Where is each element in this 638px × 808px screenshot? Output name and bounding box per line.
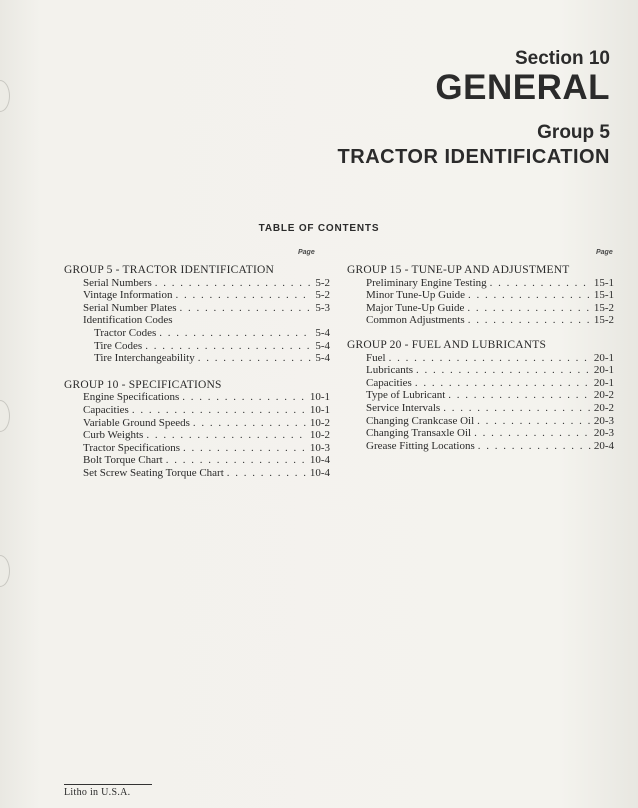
- dot-leader: [415, 377, 591, 390]
- toc-entry-label: Common Adjustments: [366, 314, 465, 327]
- dot-leader: [179, 302, 312, 315]
- toc-entry-page: 5-3: [315, 301, 330, 314]
- toc-entry-label: Capacities: [83, 403, 129, 416]
- toc-entry-label: Vintage Information: [83, 289, 173, 302]
- toc-entry-page: 20-3: [593, 414, 614, 427]
- dot-leader: [416, 364, 591, 377]
- toc-entry-page: 10-2: [309, 429, 330, 442]
- toc-entry-page: 5-2: [315, 289, 330, 302]
- toc-entry-page: 15-2: [593, 314, 614, 327]
- toc-entry[interactable]: [64, 289, 330, 302]
- toc-entry-label: Tire Interchangeability: [94, 352, 195, 365]
- toc-entry[interactable]: [64, 340, 330, 353]
- toc-entry-page: 10-1: [309, 391, 330, 404]
- toc-entry-label: Grease Fitting Locations: [366, 439, 475, 452]
- dot-leader: [193, 417, 307, 430]
- toc-group-title: GROUP 15 - TUNE-UP AND ADJUSTMENT: [347, 264, 570, 276]
- dot-leader: [478, 440, 591, 453]
- section-label: Section 10: [514, 48, 610, 69]
- toc-entry[interactable]: [64, 442, 330, 455]
- dot-leader: [227, 467, 307, 480]
- dot-leader: [490, 277, 591, 290]
- toc-entry[interactable]: [347, 352, 614, 365]
- toc-entry-label: Tractor Codes: [94, 326, 157, 339]
- dot-leader: [448, 389, 591, 402]
- dot-leader: [183, 442, 307, 455]
- dot-leader: [468, 314, 591, 327]
- toc-entry-label: Engine Specifications: [83, 391, 180, 404]
- toc-entry-page: 10-4: [309, 454, 330, 467]
- toc-entry-label: Bolt Torque Chart: [83, 454, 163, 467]
- toc-entry[interactable]: [347, 377, 614, 390]
- toc-entry-page: 20-1: [593, 376, 614, 389]
- toc-left-column: [64, 264, 330, 480]
- toc-entry-label: Minor Tune-Up Guide: [366, 289, 466, 302]
- toc-subheading: Identification Codes: [83, 314, 173, 327]
- toc-entry-page: 20-4: [593, 439, 614, 452]
- toc-entry-label: Serial Number Plates: [83, 301, 177, 314]
- toc-entry-label: Serial Numbers: [83, 276, 152, 289]
- toc-entry-label: Type of Lubricant: [366, 389, 446, 402]
- toc-entry[interactable]: [347, 415, 614, 428]
- dot-leader: [166, 454, 307, 467]
- toc-right-column: [347, 264, 614, 452]
- dot-leader: [132, 404, 307, 417]
- toc-entry[interactable]: [347, 277, 614, 290]
- toc-entry-page: 20-1: [593, 364, 614, 377]
- group-label: Group 5: [537, 122, 610, 143]
- toc-entry[interactable]: [347, 440, 614, 453]
- toc-group-title: GROUP 5 - TRACTOR IDENTIFICATION: [64, 264, 274, 276]
- toc-entry-label: Capacities: [366, 376, 412, 389]
- dot-leader: [389, 352, 591, 365]
- dot-leader: [155, 277, 313, 290]
- toc-entry[interactable]: [64, 467, 330, 480]
- toc-entry-label: Changing Crankcase Oil: [366, 414, 475, 427]
- dot-leader: [443, 402, 591, 415]
- toc-entry-page: 10-1: [309, 403, 330, 416]
- toc-heading: TABLE OF CONTENTS: [258, 223, 380, 234]
- dot-leader: [159, 327, 312, 340]
- dot-leader: [474, 427, 591, 440]
- toc-entry[interactable]: [347, 289, 614, 302]
- dot-leader: [198, 352, 313, 365]
- toc-entry-label: Tire Codes: [94, 339, 143, 352]
- page-column-label: Page: [298, 249, 315, 256]
- toc-entry[interactable]: [347, 314, 614, 327]
- footer-rule: [64, 784, 152, 785]
- toc-entry-page: 5-4: [315, 352, 330, 365]
- section-title: GENERAL: [435, 68, 610, 107]
- toc-entry[interactable]: [64, 417, 330, 430]
- toc-entry[interactable]: [64, 429, 330, 442]
- toc-entry-label: Major Tune-Up Guide: [366, 301, 465, 314]
- toc-entry-label: Set Screw Seating Torque Chart: [83, 466, 224, 479]
- toc-entry-page: 15-1: [593, 289, 614, 302]
- dot-leader: [146, 429, 307, 442]
- group-title: TRACTOR IDENTIFICATION: [337, 146, 610, 168]
- toc-entry-page: 20-3: [593, 427, 614, 440]
- toc-entry-page: 20-1: [593, 351, 614, 364]
- toc-entry-label: Preliminary Engine Testing: [366, 276, 487, 289]
- toc-entry[interactable]: [64, 404, 330, 417]
- toc-entry-page: 15-1: [593, 276, 614, 289]
- toc-entry-label: Service Intervals: [366, 401, 441, 414]
- toc-entry[interactable]: [347, 364, 614, 377]
- toc-entry[interactable]: [347, 402, 614, 415]
- toc-entry-page: 5-2: [315, 276, 330, 289]
- toc-entry-label: Fuel: [366, 351, 386, 364]
- toc-entry[interactable]: [347, 389, 614, 402]
- toc-group-title: GROUP 20 - FUEL AND LUBRICANTS: [347, 338, 547, 351]
- toc-entry[interactable]: [347, 302, 614, 315]
- toc-entry-label: Lubricants: [366, 364, 414, 377]
- toc-entry-label: Curb Weights: [83, 429, 144, 442]
- toc-group-title: GROUP 10 - SPECIFICATIONS: [64, 378, 222, 391]
- dot-leader: [182, 391, 307, 404]
- toc-entry-page: 5-4: [315, 339, 330, 352]
- toc-entry[interactable]: [64, 277, 330, 290]
- toc-entry-page: 10-3: [309, 441, 330, 454]
- toc-entry[interactable]: [64, 352, 330, 365]
- toc-entry-page: 10-2: [309, 416, 330, 429]
- toc-entry[interactable]: [347, 427, 614, 440]
- dot-leader: [477, 415, 591, 428]
- page-column-label: Page: [596, 249, 613, 256]
- toc-entry-label: Changing Transaxle Oil: [366, 427, 472, 440]
- spacer: [347, 327, 614, 339]
- toc-entry-label: Variable Ground Speeds: [83, 416, 190, 429]
- dot-leader: [468, 289, 591, 302]
- toc-entry-page: 10-4: [309, 466, 330, 479]
- dot-leader: [467, 302, 590, 315]
- toc-entry-page: 20-2: [593, 389, 614, 402]
- dot-leader: [175, 289, 312, 302]
- toc-entry-page: 5-4: [315, 326, 330, 339]
- toc-entry[interactable]: [64, 454, 330, 467]
- toc-entry[interactable]: [64, 302, 330, 315]
- spacer: [64, 365, 330, 379]
- toc-entry-page: 15-2: [593, 301, 614, 314]
- toc-entry[interactable]: [64, 327, 330, 340]
- toc-entry-page: 20-2: [593, 401, 614, 414]
- footer-litho-text: Litho in U.S.A.: [64, 787, 131, 798]
- dot-leader: [145, 340, 312, 353]
- toc-entry-label: Tractor Specifications: [83, 441, 181, 454]
- toc-entry[interactable]: [64, 391, 330, 404]
